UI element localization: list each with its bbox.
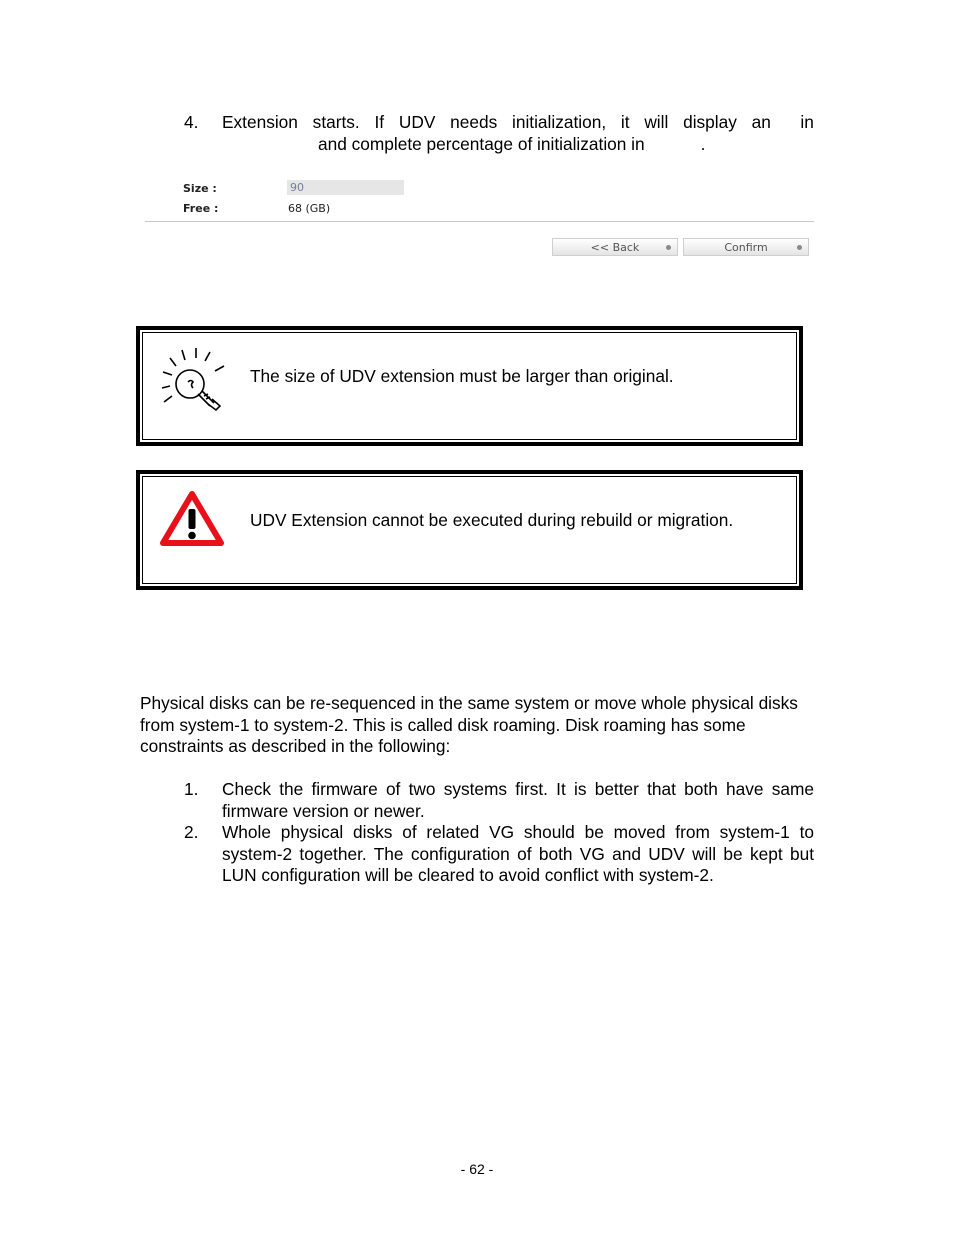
step-4-line-2-end: .: [700, 134, 706, 154]
size-input[interactable]: [287, 180, 404, 195]
step-4-word: initialization,: [512, 112, 607, 132]
step-4-word: Extension: [222, 112, 298, 132]
page-number: - 62 -: [460, 1161, 494, 1177]
step-4-word: an: [751, 112, 771, 132]
form-divider: [145, 221, 814, 222]
tip-text: The size of UDV extension must be larger than original.: [250, 366, 674, 386]
warning-text: UDV Extension cannot be executed during rebuild or migration.: [250, 510, 734, 530]
intro-paragraph: Physical disks can be re-sequenced in the same system or move whole physical disks from system-1 to system-2. This is called disk roaming. Disk roaming has some constraints as described in the following:: [140, 693, 798, 757]
tip-callout: [136, 326, 803, 446]
warning-callout: [136, 470, 803, 590]
step-4-word: UDV: [398, 112, 436, 132]
step-4-line-2-text: and complete percentage of initialization in: [318, 134, 645, 154]
udv-extend-form: [141, 172, 816, 260]
step-4-line-2: [318, 134, 705, 156]
bullet-icon: [797, 245, 802, 250]
lightbulb-icon: [160, 344, 232, 416]
size-label: Size :: [183, 182, 217, 195]
warning-triangle-icon: [160, 490, 224, 546]
step-4-word: needs: [450, 112, 498, 132]
bullet-icon: [666, 245, 671, 250]
step-4-word: it: [620, 112, 630, 132]
step-4-word: display: [683, 112, 737, 132]
free-value: 68 (GB): [288, 202, 331, 215]
step-4-number: 4.: [184, 112, 199, 132]
step-4-word: If: [374, 112, 385, 132]
free-label: Free :: [183, 202, 219, 215]
list-item: Whole physical disks of related VG should be moved from system-1 to system-2 together. The configuration of both VG and UDV will be kept but LUN configuration will be cleared to avoid conflict with system-2.: [222, 822, 814, 886]
list-item-number: 1.: [184, 779, 199, 799]
step-4-line-1: [222, 112, 814, 134]
step-4-word: will: [644, 112, 669, 132]
step-4-word: starts.: [312, 112, 360, 132]
list-item-number: 2.: [184, 822, 199, 842]
confirm-button[interactable]: [683, 238, 809, 256]
list-item: Check the firmware of two systems first. It is better that both have same firmware version or newer.: [222, 779, 814, 821]
back-button[interactable]: [552, 238, 678, 256]
step-4-word: in: [800, 112, 814, 132]
confirm-button-label: Confirm: [724, 240, 768, 254]
back-button-label: << Back: [590, 240, 640, 254]
